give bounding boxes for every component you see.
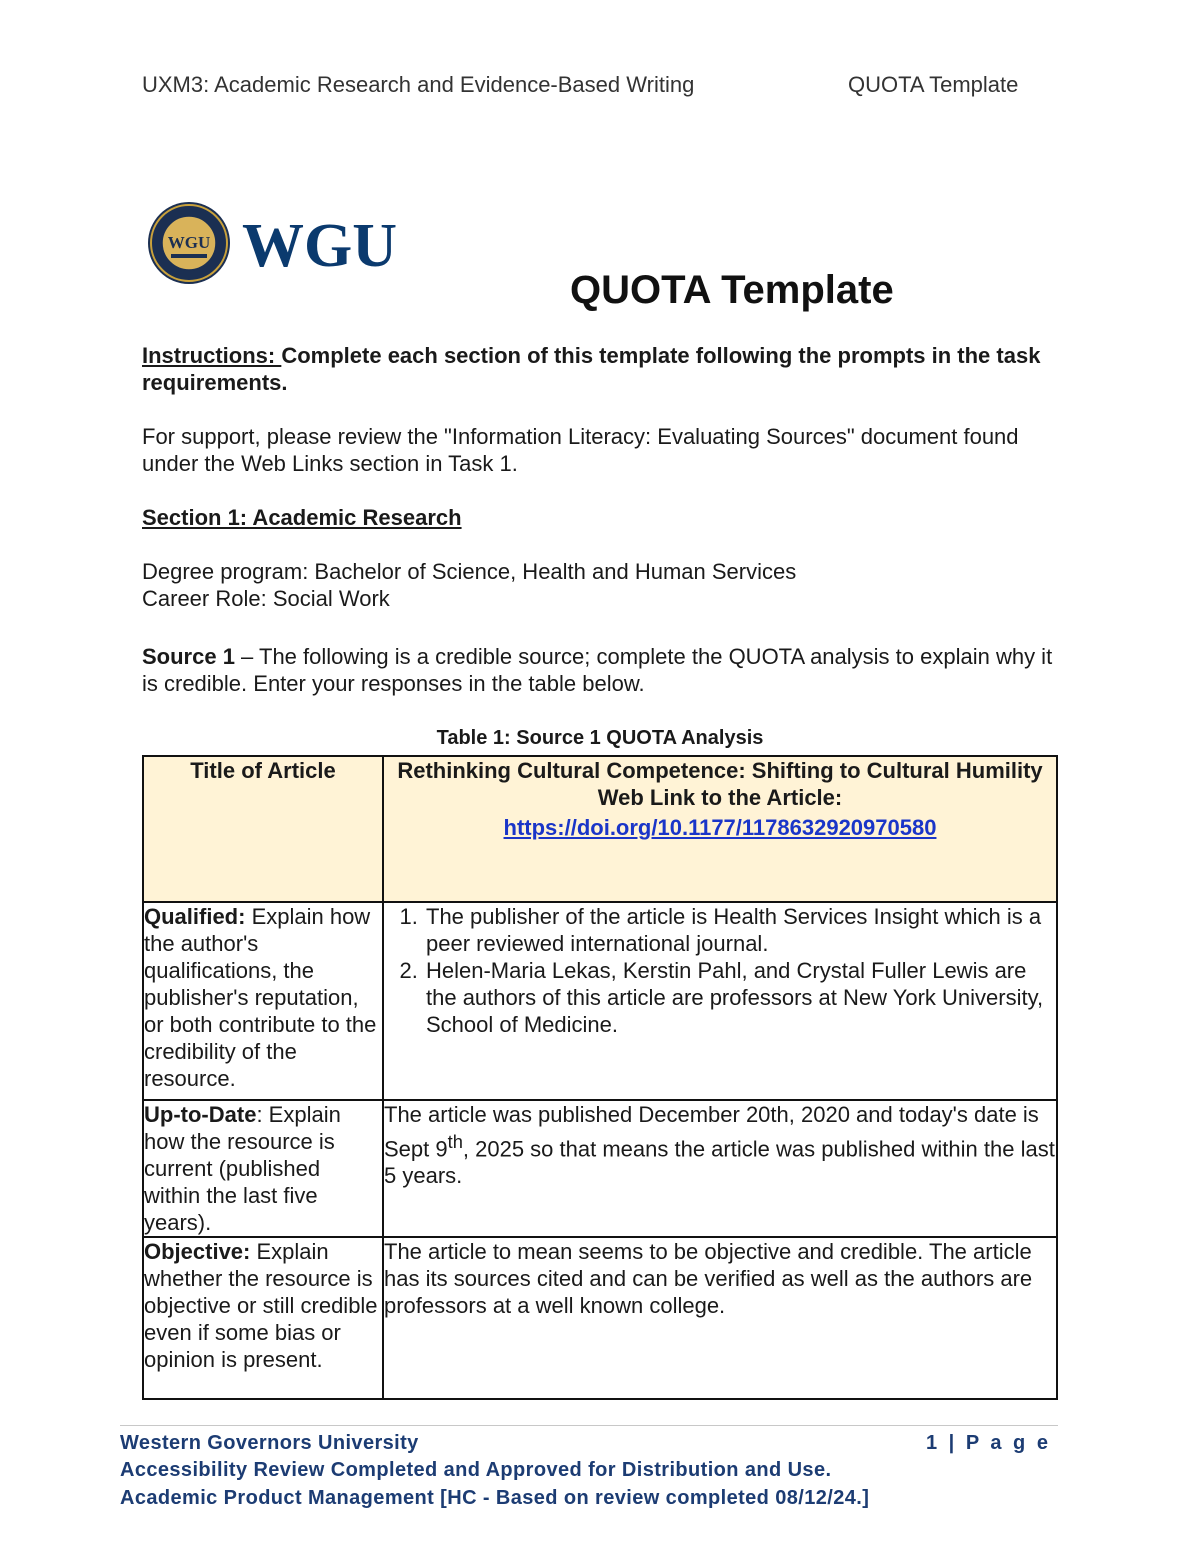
uptodate-label: Up-to-Date [144, 1102, 257, 1127]
footer-review: Academic Product Management [HC - Based on review completed 08/12/24.] [120, 1487, 870, 1509]
article-title: Rethinking Cultural Competence: Shifting to Cultural Humility [397, 758, 1043, 783]
section-1-title: Section 1: Academic Research [142, 505, 462, 530]
objective-label: Objective: [144, 1239, 251, 1264]
wgu-wordmark: WGU [242, 212, 397, 280]
source-1-label: Source 1 [142, 644, 235, 669]
qualified-label: Qualified: [144, 904, 246, 929]
uptodate-answer-cell[interactable] [383, 1100, 1057, 1237]
document-body [142, 342, 1058, 697]
article-web-link[interactable]: https://doi.org/10.1177/1178632920970580 [503, 815, 937, 840]
table-header-row [143, 756, 1057, 902]
source-1-intro [142, 643, 1058, 697]
uptodate-prompt: : Explain how the resource is current (published within the last five years). [144, 1102, 341, 1235]
header-article-info [383, 756, 1057, 902]
table-row [143, 902, 1057, 1100]
footer-accessibility: Accessibility Review Completed and Approved for Distribution and Use. [120, 1459, 832, 1481]
table-row [143, 1100, 1057, 1237]
uptodate-answer-sup: th [447, 1131, 463, 1152]
uptodate-answer-part-b: , 2025 so that means the article was published within the last 5 years. [384, 1136, 1055, 1189]
instructions [142, 342, 1058, 396]
quota-table [142, 755, 1058, 1400]
career-role: Career Role: Social Work [142, 586, 390, 611]
uptodate-prompt-cell [143, 1100, 383, 1237]
qualified-answer-list [384, 903, 1056, 1038]
instructions-label: Instructions: [142, 343, 282, 368]
qualified-prompt-cell [143, 902, 383, 1100]
wgu-seal-icon [148, 202, 230, 284]
source-1-text: – The following is a credible source; complete the QUOTA analysis to explain why it is credible. Enter your responses in the table below. [142, 644, 1053, 696]
degree-program: Degree program: Bachelor of Science, Health and Human Services [142, 559, 797, 584]
instructions-text: Complete each section of this template following the prompts in the task requirements. [142, 343, 1041, 395]
page-number: 1 | P a g e [926, 1432, 1051, 1454]
footer-divider [120, 1425, 1058, 1426]
objective-prompt-cell [143, 1237, 383, 1399]
table-caption: Table 1: Source 1 QUOTA Analysis [436, 727, 764, 749]
qualified-answer-cell[interactable] [383, 902, 1057, 1100]
header-title-of-article: Title of Article [143, 756, 383, 902]
footer-org: Western Governors University [120, 1432, 419, 1454]
objective-answer: The article to mean seems to be objective and credible. The article has its sources cited and can be verified as well as the authors are professors at a well known college. [384, 1239, 1033, 1318]
table-row [143, 1237, 1057, 1399]
wgu-logo [146, 200, 426, 286]
header-course-title: UXM3: Academic Research and Evidence-Based Writing [142, 72, 695, 97]
objective-answer-cell[interactable] [383, 1237, 1057, 1399]
qualified-prompt: Explain how the author's qualifications, the publisher's reputation, or both contribute to the credibility of the resource. [144, 904, 377, 1091]
objective-prompt: Explain whether the resource is objective or still credible even if some bias or opinion is present. [144, 1239, 378, 1372]
web-link-label: Web Link to the Article: [597, 785, 843, 810]
seal-text: WGU [167, 233, 211, 252]
qualified-answer-item: 2. Helen-Maria Lekas, Kerstin Pahl, and Crystal Fuller Lewis are the authors of this article are professors at New York University, School of Medicine. [424, 957, 1056, 1038]
uptodate-answer-part-a: The article was published December 20th, 2020 and today's date is Sept 9 [384, 1102, 1039, 1162]
header-doc-name: QUOTA Template [848, 72, 1019, 97]
support-text: For support, please review the "Information Literacy: Evaluating Sources" document found under the Web Links section in Task 1. [142, 424, 1019, 476]
page-title: QUOTA Template [570, 268, 894, 312]
qualified-answer-item: 1. The publisher of the article is Health Services Insight which is a peer reviewed international journal. [424, 903, 1056, 957]
